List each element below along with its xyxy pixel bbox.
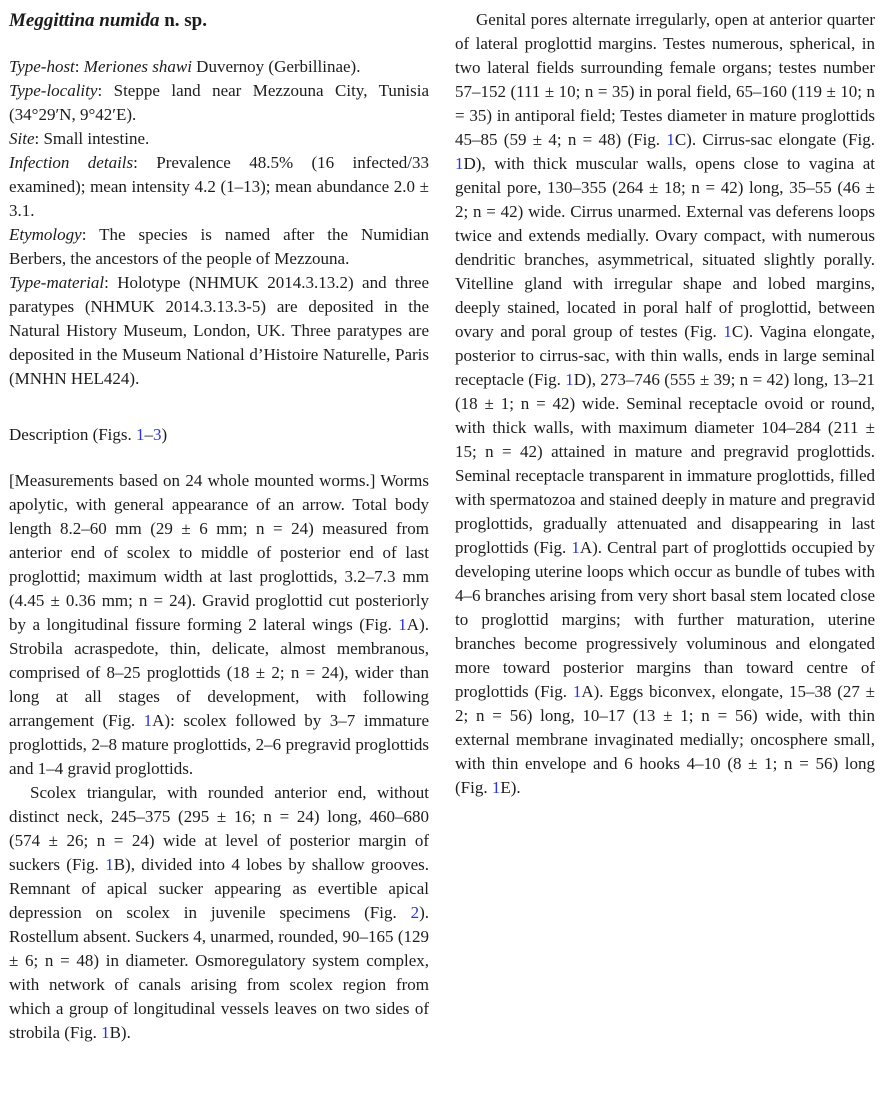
figure-ref-link[interactable]: 1	[143, 711, 153, 730]
description-heading	[9, 423, 429, 447]
paragraph	[9, 223, 429, 271]
figure-ref-link[interactable]: 2	[410, 903, 420, 922]
text-run: Genital pores alternate irregularly, open at anterior quarter of lateral proglottid margins. Testes numerous, spherical, in two lateral fields surrounding female organs; testes number 57–152 (111 ± 10; n = 35) in poral field, 65–160 (119 ± 10; n = 35) in antiporal field; Testes diameter in mature proglottids 45–85 (59 ± 4; n = 48) (Fig.	[455, 10, 875, 149]
right-column	[455, 8, 875, 1097]
emphasis-text: Site	[9, 129, 35, 148]
emphasis-text: Etymology	[9, 225, 82, 244]
text-run: C). Cirrus-sac elongate (Fig.	[674, 130, 875, 149]
figure-ref-link[interactable]: 1	[455, 154, 464, 173]
figure-ref-link[interactable]: 1	[572, 682, 582, 701]
paragraph	[9, 127, 429, 151]
left-column	[9, 8, 429, 1097]
text-run: : Small intestine.	[34, 129, 150, 148]
text-run: :	[74, 57, 84, 76]
text-run: [Measurements based on 24 whole mounted worms.] Worms apolytic, with general appearance of an arrow. Total body length 8.2–60 mm (29 ± 6 mm; n = 24) measured from anterior end of scolex to middle of posterior end of last proglottid; maximum width at last proglottids, 3.2–7.3 mm (4.45 ± 0.36 mm; n = 24). Gravid proglottid cut posteriorly by a longitudinal fissure forming 2 lateral wings (Fig.	[9, 471, 429, 634]
text-run: : Steppe land near Mezzouna City, Tunisia (34°29′N, 9°42′E).	[9, 81, 429, 124]
text-run: E).	[500, 778, 521, 797]
text-run: D), with thick muscular walls, opens close to vagina at genital pore, 130–355 (264 ± 18; n = 42) long, 35–55 (46 ± 2; n = 42) wide. Cirrus unarmed. External vas deferens loops twice and extends medially. Ovary compact, with numerous dendritic branches, asymmetrical, situated slightly porally. Vitelline gland with irregular shape and lobed margins, deeply stained, located in poral half of proglottid, between ovary and poral group of testes (Fig.	[455, 154, 875, 341]
paragraph	[9, 55, 429, 79]
paragraph	[9, 151, 429, 223]
text-run: A). Eggs biconvex, elongate, 15–38 (27 ± 2; n = 56) long, 10–17 (13 ± 1; n = 56) wide, with thin external membrane invaginated medially; oncosphere small, with thin envelope and 6 hooks 4–10 (8 ± 1; n = 56) long (Fig.	[455, 682, 876, 797]
text-run: B), divided into 4 lobes by shallow grooves. Remnant of apical sucker appearing as evertible apical depression on scolex in juvenile specimens (Fig.	[9, 855, 429, 922]
figure-ref-link[interactable]: 3	[153, 425, 162, 444]
text-run: Description (Figs.	[9, 425, 137, 444]
figure-ref-link[interactable]: 1	[565, 370, 574, 389]
figure-ref-link[interactable]: 1	[491, 778, 501, 797]
paragraph	[455, 8, 875, 800]
figure-ref-link[interactable]: 1	[398, 615, 407, 634]
figure-ref-link[interactable]: 1	[136, 425, 145, 444]
figure-ref-link[interactable]: 1	[723, 322, 732, 341]
text-run: Duvernoy (Gerbillinae).	[191, 57, 361, 76]
figure-ref-link[interactable]: 1	[101, 1023, 110, 1042]
species-title	[9, 8, 429, 34]
text-run: B).	[109, 1023, 131, 1042]
emphasis-text: Type-locality	[9, 81, 98, 100]
emphasis-text: Meriones shawi	[83, 57, 192, 76]
paragraph	[9, 271, 429, 391]
text-run: ). Rostellum absent. Suckers 4, unarmed, rounded, 90–165 (129 ± 6; n = 48) in diameter. Osmoregulatory system complex, with network of canals arising from scolex region from which a group of longitudinal vessels leaves on two sides of strobila (Fig.	[9, 903, 429, 1042]
text-run: )	[161, 425, 168, 444]
paragraph	[9, 469, 429, 781]
right-column-paragraphs	[455, 8, 875, 800]
figure-ref-link[interactable]: 1	[666, 130, 675, 149]
emphasis-text: n. sp.	[159, 10, 207, 31]
text-run: A). Central part of proglottids occupied by developing uterine loops which occur as bundle of tubes with 4–6 branches arising from very short basal stem located close to proglottid margins; with further maturation, uterine branches become progressively voluminous and elongated more toward posterior margins than toward centre of proglottids (Fig.	[455, 538, 875, 701]
emphasis-text: Type-host	[9, 57, 75, 76]
paragraph	[9, 79, 429, 127]
taxonomy-block	[9, 55, 429, 391]
emphasis-text: Meggittina numida	[9, 10, 160, 31]
text-run: : Holotype (NHMUK 2014.3.13.2) and three paratypes (NHMUK 2014.3.13.3-5) are deposited in the Natural History Museum, London, UK. Three paratypes are deposited in the Museum National d’Histoire Naturelle, Paris (MNHN HEL424).	[9, 273, 429, 388]
text-run: A). Strobila acraspedote, thin, delicate, almost membranous, comprised of 8–25 proglottids (18 ± 2; n = 24), wider than long at all stages of development, with following arrangement (Fig.	[9, 615, 429, 730]
text-run: D), 273–746 (555 ± 39; n = 42) long, 13–21 (18 ± 1; n = 42) wide. Seminal receptacle ovoid or round, with thick walls, with maximum diameter 104–284 (211 ± 15; n = 42) attained in mature and pregravid proglottids. Seminal receptacle transparent in immature proglottids, filled with spermatozoa and stained deeply in mature and pregravid proglottids, gradually attenuated and disappearing in last proglottids (Fig.	[455, 370, 876, 557]
text-run: C). Vagina elongate, posterior to cirrus-sac, with thin walls, ends in large seminal receptacle (Fig.	[455, 322, 875, 389]
paragraph	[9, 781, 429, 1045]
text-run: –	[144, 425, 154, 444]
emphasis-text: Type-material	[9, 273, 105, 292]
text-run: A): scolex followed by 3–7 immature proglottids, 2–8 mature proglottids, 2–6 pregravid proglottids and 1–4 gravid proglottids.	[9, 711, 429, 778]
figure-ref-link[interactable]: 1	[571, 538, 580, 557]
description-paragraphs	[9, 469, 429, 1045]
text-run: : The species is named after the Numidian Berbers, the ancestors of the people of Mezzouna.	[9, 225, 429, 268]
text-run: : Prevalence 48.5% (16 infected/33 examined); mean intensity 4.2 (1–13); mean abundance 2.0 ± 3.1.	[9, 153, 429, 220]
text-run: Scolex triangular, with rounded anterior end, without distinct neck, 245–375 (295 ± 16; n = 24) long, 460–680 (574 ± 26; n = 24) wide at level of posterior margin of suckers (Fig.	[9, 783, 429, 874]
figure-ref-link[interactable]: 1	[105, 855, 114, 874]
emphasis-text: Infection details	[9, 153, 134, 172]
